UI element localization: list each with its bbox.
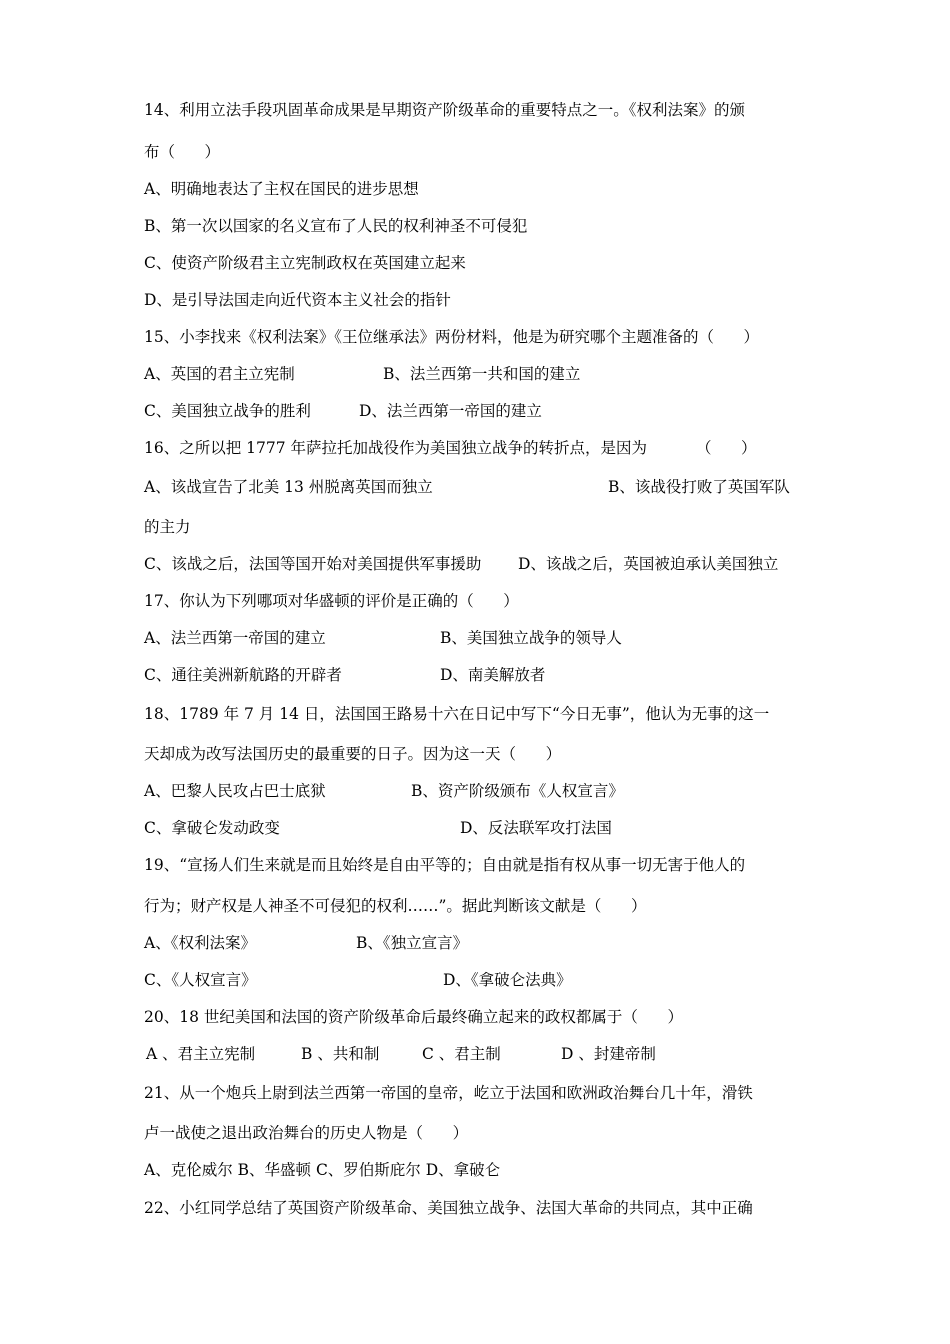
q15-option-d: D、法兰西第一帝国的建立	[359, 402, 542, 420]
q16-bracket: （ ）	[696, 439, 757, 457]
q21-options: A、克伦威尔 B、华盛顿 C、罗伯斯庇尔 D、拿破仑	[144, 1161, 501, 1179]
q20-stem: 20、18 世纪美国和法国的资产阶级革命后最终确立起来的政权都属于（ ）	[144, 1008, 683, 1026]
q20-option-d: D 、封建帝制	[561, 1045, 656, 1063]
q14-stem-line-1: 14、利用立法手段巩固革命成果是早期资产阶级革命的重要特点之一。《权利法案》的颁	[144, 101, 745, 119]
q22-stem: 22、小红同学总结了英国资产阶级革命、美国独立战争、法国大革命的共同点，其中正确	[144, 1199, 753, 1217]
q14-option-d: D、是引导法国走向近代资本主义社会的指针	[144, 291, 451, 309]
q19-option-a: A、《权利法案》	[144, 934, 256, 952]
q21-stem-line-2: 卢一战使之退出政治舞台的历史人物是（ ）	[144, 1124, 469, 1142]
q18-option-a: A、巴黎人民攻占巴士底狱	[144, 782, 326, 800]
q16-option-d: D、该战之后，英国被迫承认美国独立	[518, 555, 779, 573]
q14-option-a: A、明确地表达了主权在国民的进步思想	[144, 180, 419, 198]
q16-option-b: B、该战役打败了英国军队	[608, 478, 790, 496]
q14-option-c: C、使资产阶级君主立宪制政权在英国建立起来	[144, 254, 466, 272]
q19-option-d: D、《拿破仑法典》	[443, 971, 572, 989]
q20-option-a: A 、君主立宪制	[146, 1045, 256, 1063]
q18-option-c: C、拿破仑发动政变	[144, 819, 280, 837]
q17-option-c: C、通往美洲新航路的开辟者	[144, 666, 342, 684]
q20-option-b: B 、共和制	[301, 1045, 380, 1063]
q17-option-a: A、法兰西第一帝国的建立	[144, 629, 326, 647]
q17-option-d: D、南美解放者	[440, 666, 546, 684]
q18-stem-line-2: 天却成为改写法国历史的最重要的日子。因为这一天（ ）	[144, 745, 562, 763]
q21-stem-line-1: 21、从一个炮兵上尉到法兰西第一帝国的皇帝，屹立于法国和欧洲政治舞台几十年，滑铁	[144, 1084, 753, 1102]
q16-stem: 16、之所以把 1777 年萨拉托加战役作为美国独立战争的转折点，是因为	[144, 439, 648, 457]
q15-option-b: B、法兰西第一共和国的建立	[383, 365, 581, 383]
q19-stem-line-2: 行为；财产权是人神圣不可侵犯的权利……”。据此判断该文献是（ ）	[144, 897, 647, 915]
q19-option-c: C、《人权宣言》	[144, 971, 257, 989]
q16-option-c: C、该战之后，法国等国开始对美国提供军事援助	[144, 555, 482, 573]
q16-option-b-continued: 的主力	[144, 518, 191, 536]
q20-option-c: C 、君主制	[422, 1045, 501, 1063]
q17-option-b: B、美国独立战争的领导人	[440, 629, 622, 647]
q14-stem-line-2: 布（ ）	[144, 143, 221, 161]
q16-option-a: A、该战宣告了北美 13 州脱离英国而独立	[144, 478, 433, 496]
q17-stem: 17、你认为下列哪项对华盛顿的评价是正确的（ ）	[144, 592, 519, 610]
q15-stem: 15、小李找来《权利法案》《王位继承法》两份材料，他是为研究哪个主题准备的（ ）	[144, 328, 760, 346]
q14-option-b: B、第一次以国家的名义宣布了人民的权利神圣不可侵犯	[144, 217, 528, 235]
q19-option-b: B、《独立宣言》	[356, 934, 469, 952]
q15-option-a: A、英国的君主立宪制	[144, 365, 295, 383]
q18-stem-line-1: 18、1789 年 7 月 14 日，法国国王路易十六在日记中写下“今日无事”，他认为无事的这一	[144, 705, 770, 723]
q18-option-b: B、资产阶级颁布《人权宣言》	[411, 782, 624, 800]
q19-stem-line-1: 19、“宣扬人们生来就是而且始终是自由平等的；自由就是指有权从事一切无害于他人的	[144, 856, 746, 874]
q15-option-c: C、美国独立战争的胜利	[144, 402, 311, 420]
q18-option-d: D、反法联军攻打法国	[460, 819, 612, 837]
